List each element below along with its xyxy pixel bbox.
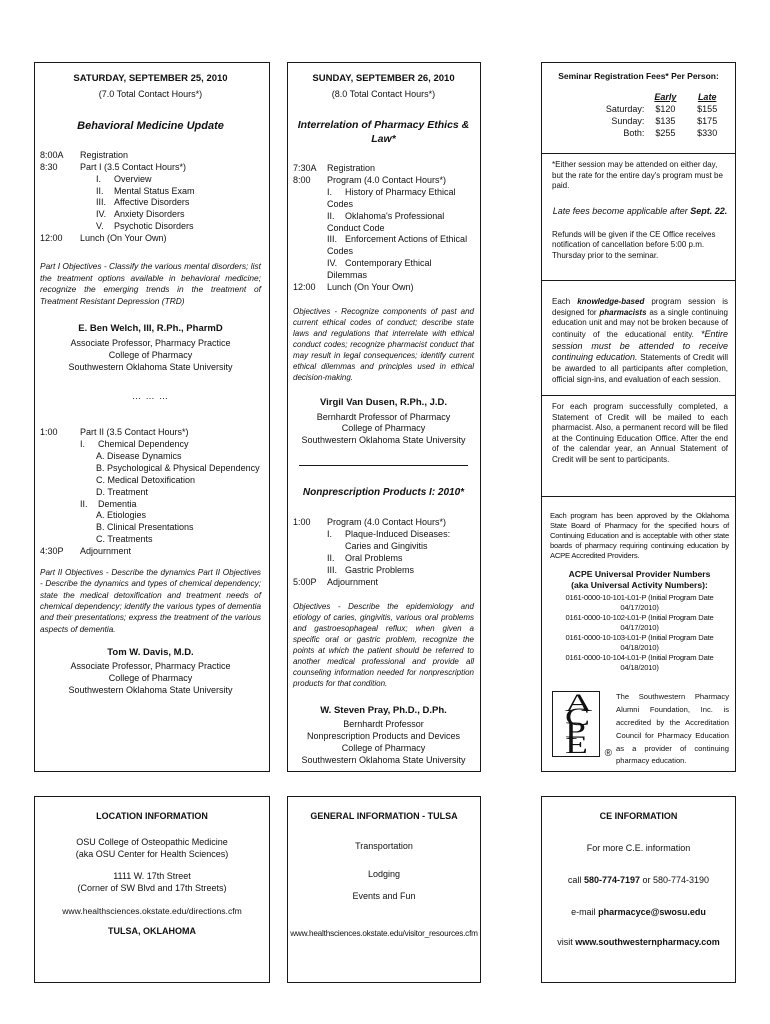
outline-item: I. Overview [96,173,152,184]
upn-item: 0161-0000-10-102-L01-P (Initial Program Date 04/17/2010) [565,612,714,632]
approval-text: Each program has been approved by the Oklahoma State Board of Pharmacy for the specified hours of Continuing Education and is acceptable with other state boards of pharmacy requiring continuing education by ACPE Accredited Providers. [550,511,729,561]
schedule-row [40,427,261,439]
sunday-panel [287,62,481,772]
day1-morning-schedule [40,150,261,245]
upn-list [550,593,729,673]
outline-item: I. Plaque-Induced Diseases: [327,529,451,540]
speaker-department: Nonprescription Products and Devices [306,731,461,742]
schedule-time: 5:00P [293,576,317,587]
outline-item: III. Gastric Problems [327,564,415,575]
speaker-title: Associate Professor, Pharmacy Practice [70,661,231,672]
schedule-desc: Program (4.0 Contact Hours*) [327,517,447,528]
acpe-registered-mark: ® [604,747,612,759]
directions-link[interactable]: www.healthsciences.okstate.edu/directions.cfm [62,906,242,917]
statement-of-credit-section: For each program successfully completed, a Statement of Credit will be mailed to each pharmacist. Also, a permanent record will be filed at the Continuing Education Office. After the end of the calendar year, an Annual Statement of Credit will be sent to participants. [552,402,728,464]
speaker-university: Southwestern Oklahoma State University [68,361,233,372]
outline-subitem: D. Treatment [96,486,149,497]
general-info-title: GENERAL INFORMATION - TULSA [310,811,458,821]
general-info-item: Events and Fun [352,890,416,901]
speaker-college: College of Pharmacy [108,349,193,360]
day1-title: Behavioral Medicine Update [77,120,224,133]
speaker-title: Bernhardt Professor of Pharmacy [316,411,451,422]
fees-header-row [597,92,728,104]
schedule-desc: Adjournment [80,546,132,557]
speaker-college: College of Pharmacy [341,423,426,434]
ce-info-panel [541,796,736,983]
ce-phone: call 580-774-7197 or 580-774-3190 [567,874,710,885]
outline-item: IV. Anxiety Disorders [96,209,185,220]
schedule-desc: Registration [80,149,129,160]
day2-objectives2: Objectives - Describe the epidemiology and etiology of caries, gingivitis, various oral problems and gastroesophageal reflux; when given a specific oral or gastric problem, recognize the points at which the patient should be referred to another medical professional and provide all counseling information needed for nonprescription products for that condition. [293,601,474,688]
outline-item: IV. Contemporary Ethical Dilemmas [327,258,432,280]
general-info-item: Transportation [355,840,413,851]
outline-subitem: C. Treatments [96,534,153,545]
ce-website: visit www.southwesternpharmacy.com [557,936,720,947]
location-address: 1111 W. 17th Street [113,870,191,881]
speaker-college: College of Pharmacy [341,743,426,754]
location-address: (Corner of SW Blvd and 17th Streets) [77,882,227,893]
schedule-row [40,150,261,162]
outline-item: II. Oral Problems [327,552,403,563]
outline-item: I. Chemical Dependency [80,439,189,450]
location-line: (aka OSU Center for Health Sciences) [75,848,229,859]
fees-col-late: Late [697,92,717,103]
day2-date: SUNDAY, SEPTEMBER 26, 2010 [312,73,455,84]
outline-item: III. Affective Disorders [96,197,190,208]
fees-row: Sunday: $135 $175 [611,115,718,126]
speaker-name: Tom W. Davis, M.D. [107,646,194,658]
upn-item: 0161-0000-10-103-L01-P (Initial Program Date 04/18/2010) [565,632,714,652]
outline-subitem: A. Disease Dynamics [96,451,182,462]
schedule-desc: Part I (3.5 Contact Hours*) [80,161,187,172]
fees-section [542,63,735,153]
day1-date: SATURDAY, SEPTEMBER 25, 2010 [73,73,228,84]
speaker-university: Southwestern Oklahoma State University [301,435,466,446]
fees-note: *Either session may be attended on either day, but the rate for the entire day's program must be paid. [552,160,723,191]
schedule-time: 8:00A [40,149,64,160]
outline-item: II. Mental Status Exam [96,185,195,196]
ce-info-title: CE INFORMATION [599,811,678,821]
refund-policy: Refunds will be given if the CE Office receives notification of cancellation before 5:00 p.m. Thursday prior to the seminar. [552,229,716,260]
schedule-row [293,577,474,589]
acpe-logo-letters: ACPE [565,689,593,759]
schedule-desc: Program (4.0 Contact Hours*) [327,175,447,185]
ce-phone-primary: 580-774-7197 [583,874,640,885]
acpe-accreditation [550,691,729,768]
fees-title: Seminar Registration Fees* Per Person: [558,71,719,81]
fees-row: Both: $255 $330 [623,127,718,138]
ce-email-link[interactable]: pharmacyce@swosu.edu [598,906,706,917]
day2-hours: (8.0 Total Contact Hours*) [331,88,436,99]
outline-subitem: C. Medical Detoxification [96,474,196,485]
saturday-panel [34,62,270,772]
upn-title: ACPE Universal Provider Numbers (aka Universal Activity Numbers): [568,569,711,591]
schedule-time: 1:00 [293,517,311,528]
schedule-row [40,162,261,174]
speaker-name: Virgil Van Dusen, R.Ph., J.D. [319,396,448,408]
schedule-row [293,517,474,529]
location-title: LOCATION INFORMATION [96,811,208,821]
day1-speaker2 [40,647,261,697]
visitor-resources-link[interactable]: www.healthsciences.okstate.edu/visitor_resources.cfm [290,928,478,938]
schedule-row [293,175,474,187]
speaker-name: W. Steven Pray, Ph.D., D.Ph. [320,704,447,716]
location-city: TULSA, OKLAHOMA [108,925,196,936]
schedule-desc: Registration [327,163,376,174]
schedule-time: 8:30 [40,161,58,172]
day2-title: Interrelation of Pharmacy Ethics & Law* [297,119,470,146]
outline-item: I. History of Pharmacy Ethical Codes [327,186,456,209]
section-divider [299,465,468,466]
schedule-row [40,546,261,558]
schedule-time: 8:00 [293,175,311,185]
day1-part2-objectives: Part II Objectives - Describe the dynamics Part II Objectives - Describe the dynamics and types of chemical dependency; state the medical detoxification and treatment needs of chemical dependency; identify the various types of dementia and their presentations; express the treatment of the various aspects of dementia. [40,567,261,634]
acpe-logo [552,689,612,759]
day1-part1-objectives: Part I Objectives - Classify the various mental disorders; list the treatment options available in behavioral medicine; recognize the emerging trends in the treatment of Treatment Resistant Depression (TRD) [40,260,261,306]
ce-website-link[interactable]: www.southwesternpharmacy.com [575,936,720,947]
speaker-name: E. Ben Welch, III, R.Ph., PharmD [78,323,223,335]
day2-speaker1 [293,397,474,447]
schedule-time: 1:00 [40,427,58,438]
speaker-title: Associate Professor, Pharmacy Practice [70,337,231,348]
knowledge-based-section: Each knowledge-based program session is designed for pharmacists as a single continuing education unit and may not be broken because of continuity of the educational entity. *Entire session must be attended to receive continuing education. Statements of Credit will be awarded to all participants after completion, official sign-ins, and evaluation of each session. [552,297,728,384]
fees-notes-section [542,154,735,280]
speaker-title: Bernhardt Professor [343,719,424,730]
fees-panel [541,62,736,772]
schedule-time: 12:00 [293,281,316,292]
schedule-time: 12:00 [40,233,63,244]
upn-item: 0161-0000-10-104-L01-P (Initial Program Date 04/18/2010) [565,652,714,672]
day1-afternoon-schedule [40,427,261,558]
day1-speaker1 [40,323,261,373]
outline-item: II. Dementia [80,498,137,509]
ce-email: e-mail pharmacyce@swosu.edu [571,906,706,917]
ce-info-line: For more C.E. information [586,842,691,853]
location-line: OSU College of Osteopathic Medicine [76,836,228,847]
outline-subitem: A. Etiologies [96,510,147,521]
approval-section [542,497,735,768]
fees-row: Saturday: $120 $155 [605,104,718,115]
schedule-time: 7:30A [293,163,317,174]
outline-item: V. Psychotic Disorders [96,221,194,232]
day2-objectives: Objectives - Recognize components of past and current ethical codes of conduct; describe state laws and regulations that interrelate with ethical conduct codes; recognize pharmacist conduct that may result in legal consequences; identify current ethical dilemmas and principles used in ethical decision-making. [293,306,474,382]
day2-afternoon-schedule [293,517,474,588]
fees-table [597,92,728,140]
schedule-desc: Lunch (On Your Own) [80,233,167,244]
schedule-desc: Adjournment [327,576,379,587]
speaker-university: Southwestern Oklahoma State University [68,685,233,696]
outline-item: II. Oklahoma's Professional Conduct Code [327,210,445,233]
schedule-row [293,282,474,294]
section-separator: … … … [131,391,169,402]
day1-hours: (7.0 Total Contact Hours*) [98,88,203,99]
speaker-university: Southwestern Oklahoma State University [301,754,466,765]
schedule-row [293,163,474,175]
outline-subitem: B. Psychological & Physical Dependency [96,462,260,473]
day2-title2: Nonprescription Products I: 2010* [302,487,465,499]
location-panel [34,796,270,983]
day2-morning-schedule [293,163,474,294]
general-info-panel [287,796,481,983]
schedule-row [40,233,261,245]
outline-item: III. Enforcement Actions of Ethical Codes [327,234,468,257]
schedule-desc: Lunch (On Your Own) [327,281,414,292]
outline-subitem: Caries and Gingivitis [345,541,428,552]
outline-subitem: B. Clinical Presentations [96,522,194,533]
general-info-item: Lodging [367,868,401,879]
schedule-time: 4:30P [40,546,64,557]
day2-speaker2 [293,705,474,767]
speaker-college: College of Pharmacy [108,673,193,684]
acpe-text: The Southwestern Pharmacy Alumni Foundation, Inc. is accredited by the Accreditation Council for Pharmacy Education as a provider of continuing pharmacy education. [616,691,729,766]
fees-col-early: Early [654,92,677,103]
late-fee-notice: Late fees become applicable after Sept. 22. [552,205,728,216]
upn-item: 0161-0000-10-101-L01-P (Initial Program Date 04/17/2010) [565,592,714,612]
schedule-desc: Part II (3.5 Contact Hours*) [80,427,189,438]
